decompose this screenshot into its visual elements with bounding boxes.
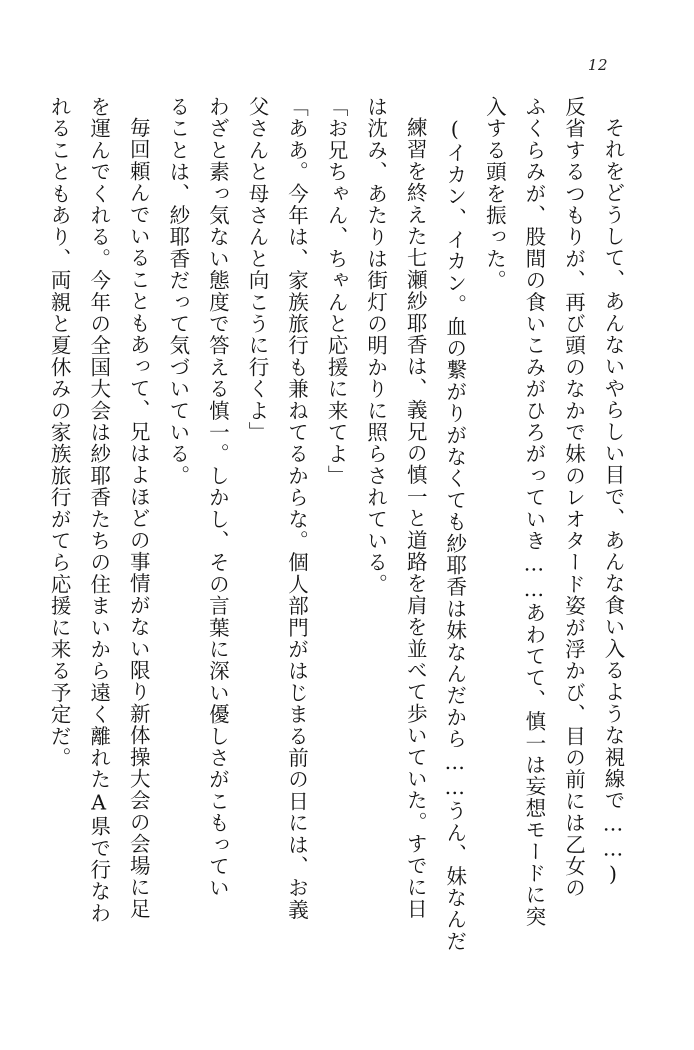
paragraph: わざと素っ気ない態度で答える慎一。しかし、その言葉に深い優しさがこもってい	[205, 96, 230, 899]
paragraph: (イカン、イカン。血の繋がりがなくても紗耶香は妹なんだから……うん、妹なんだ	[442, 116, 467, 952]
page-number: 12	[587, 56, 608, 74]
paragraph: 毎回頼んでいることもあって、兄はよほどの事情がない限り新体操大会の会場に足	[126, 116, 151, 920]
paragraph: 練習を終えた七瀬紗耶香は、義兄の慎一と道路を肩を並べて歩いていた。すでに日	[403, 116, 428, 920]
paragraph: 入する頭を振った。	[482, 96, 507, 292]
paragraph: ることは、紗耶香だって気づいている。	[165, 96, 190, 487]
paragraph: を運んでくれる。今年の全国大会は紗耶香たちの住まいから遠く離れたA県で行なわ	[86, 96, 111, 925]
body-text-block	[47, 96, 632, 976]
paragraph: 反省するつもりが、再び頭のなかで妹のレオタード姿が浮かび、目の前には乙女の	[561, 96, 586, 899]
paragraph: 「ああ。今年は、家族旅行も兼ねてるからな。個人部門がはじまる前の日には、お義	[284, 96, 309, 921]
paragraph: ふくらみが、股間の食いこみがひろがっていき……あわてて、慎一は妄想モードに突	[521, 96, 546, 928]
paragraph: れることもあり、両親と夏休みの家族旅行がてら応援に来る予定だ。	[47, 96, 72, 769]
paragraph: それをどうして、あんないやらしい目で、あんな食い入るような視線で……)	[601, 116, 625, 887]
paragraph: は沈み、あたりは街灯の明かりに照らされている。	[363, 96, 388, 596]
paragraph: 父さんと母さんと向こうに行くよ」	[244, 96, 269, 444]
paragraph: 「お兄ちゃん、ちゃんと応援に来てよ」	[324, 96, 349, 487]
